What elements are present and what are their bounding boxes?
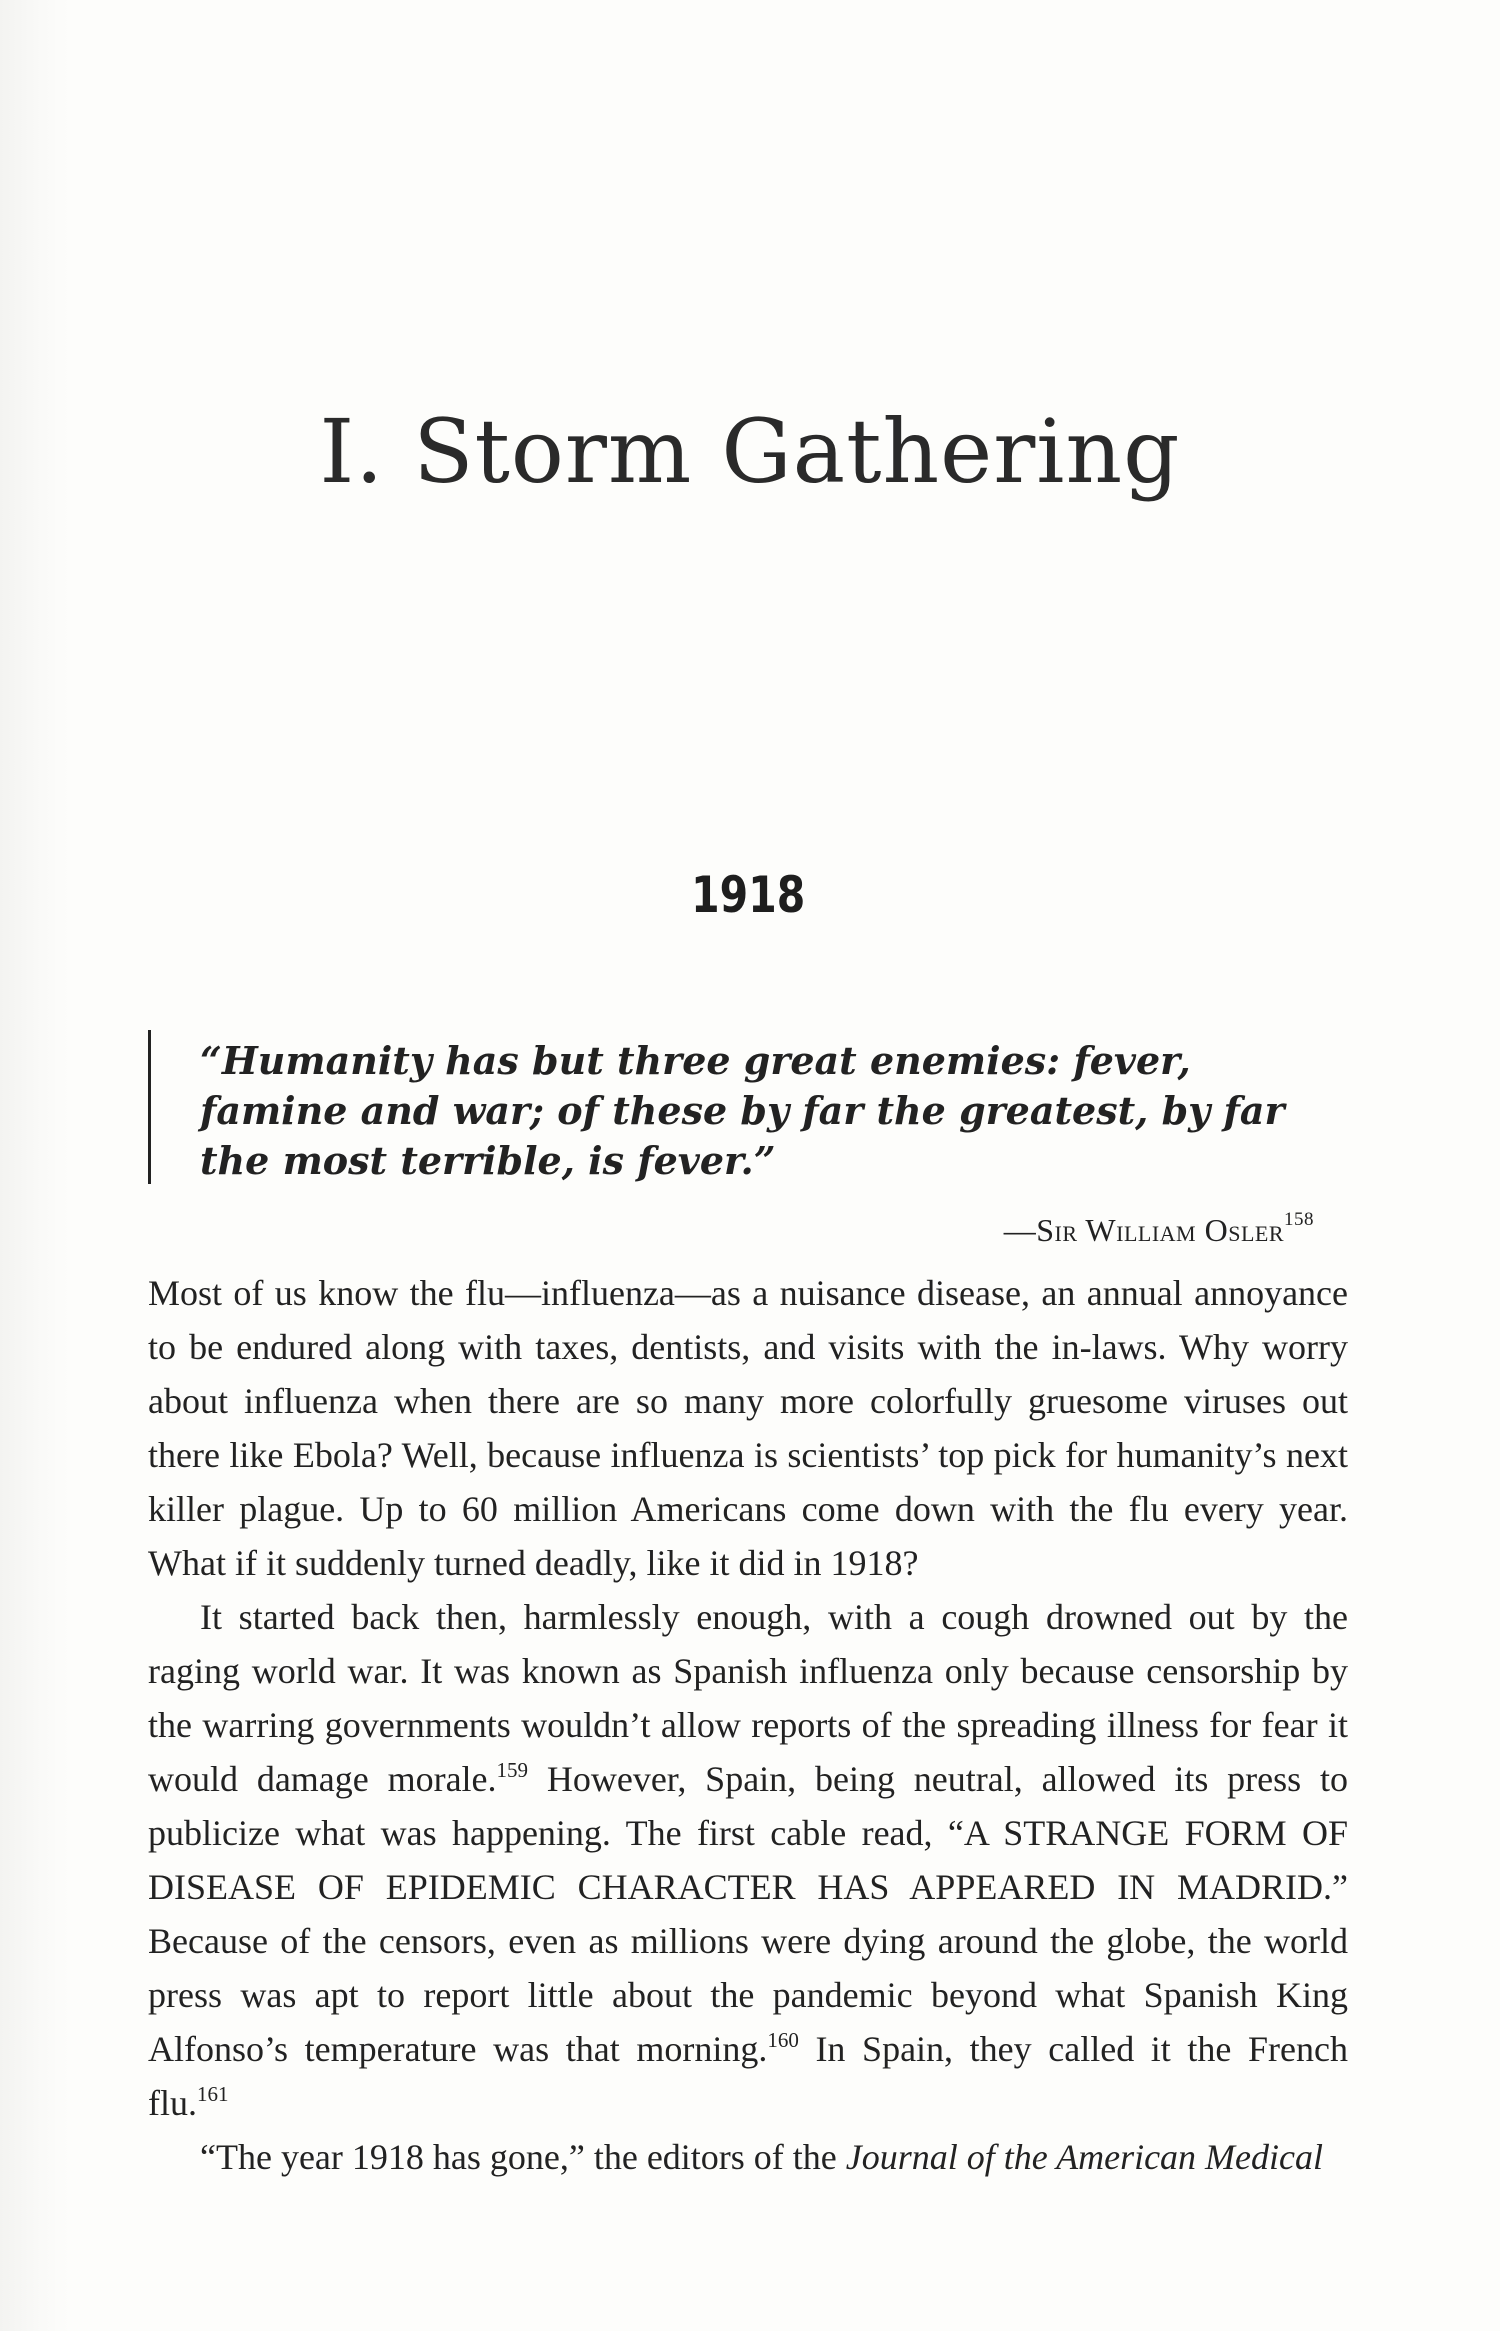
- journal-title: Journal of the American Medical: [845, 2137, 1324, 2177]
- scan-edge-shadow: [0, 0, 70, 2331]
- epigraph-quote: “Humanity has but three great enemies: fever, famine and war; of these by far the greatest, by far the most terrible, is fever.”: [200, 1038, 1285, 1183]
- paragraph-2-text-b: However, Spain, being neutral, allowed its press to publicize what was happening. The first cable read, “A STRANGE FORM OF DISEASE OF EPIDEMIC CHARACTER HAS APPEARED IN MADRID.” Because of the censors, even as millions were dying around the globe, the world press was apt to report little about the pandemic beyond what Spanish King Alfonso’s temperature was that morning.: [148, 1759, 1348, 2069]
- paragraph-2-text-c: In Spain, they called it the French flu.: [148, 2029, 1348, 2123]
- paragraph-1: Most of us know the flu—influenza—as a nuisance disease, an annual annoyance to be endured along with taxes, dentists, and visits with the in-laws. Why worry about influenza when there are so many more colorfully gruesome viruses out there like Ebola? Well, because influenza is scientists’ top pick for humanity’s next killer plague. Up to 60 million Americans come down with the flu every year. What if it suddenly turned deadly, like it did in 1918?: [148, 1273, 1348, 1583]
- paragraph-2: [148, 1590, 1348, 2130]
- epigraph-attribution: [1003, 1209, 1314, 1249]
- paragraph-3: [148, 2130, 1348, 2184]
- chapter-title: I. Storm Gathering: [319, 400, 1181, 503]
- body-text: [148, 1266, 1348, 2184]
- footnote-marker: 159: [496, 1758, 529, 1782]
- section-heading: 1918: [691, 866, 806, 924]
- footnote-marker: 160: [767, 2028, 799, 2052]
- footnote-marker: 158: [1284, 1209, 1314, 1230]
- paragraph-2-text-a: It started back then, harmlessly enough, with a cough drowned out by the raging world war. It was known as Spanish influenza only because censorship by the warring governments wouldn’t allow reports of the spreading illness for fear it would damage morale.: [148, 1597, 1348, 1799]
- footnote-marker: 161: [197, 2082, 229, 2106]
- epigraph-rule: [148, 1030, 151, 1184]
- paragraph-3-text: “The year 1918 has gone,” the editors of the: [200, 2137, 846, 2177]
- attribution-author: —Sir William Osler: [1003, 1212, 1284, 1248]
